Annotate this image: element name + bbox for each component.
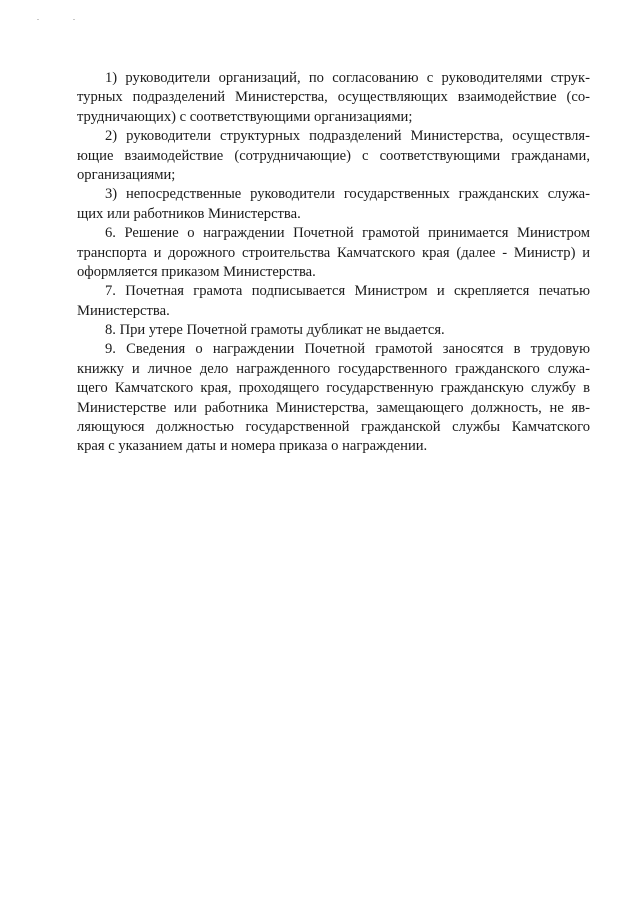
paragraph-point-7 <box>77 282 590 321</box>
text-line: края с указанием даты и номера приказа о награждении. <box>77 438 428 455</box>
text-line: щего Камчатского края, проходящего государственную гражданскую службу в <box>77 380 590 397</box>
text-line: трудничающих) с соответствующими организациями; <box>77 108 413 125</box>
text-line: 6. Решение о награждении Почетной грамотой принимается Министром <box>105 225 590 242</box>
text-line: транспорта и дорожного строительства Камчатского края (далее - Министр) и <box>77 244 590 261</box>
text-line: ющие взаимодействие (сотрудничающие) с соответствующими гражданами, <box>77 147 590 164</box>
text-line: Министерстве или работника Министерства, замещающего должность, не яв- <box>77 399 590 416</box>
text-line: Министерства. <box>77 302 170 319</box>
paragraph-item-2 <box>77 127 590 185</box>
text-line: 9. Сведения о награждении Почетной грамотой заносятся в трудовую <box>105 341 590 358</box>
paragraph-point-6 <box>77 224 590 282</box>
text-line: щих или работников Министерства. <box>77 205 301 222</box>
paragraph-item-3 <box>77 185 590 224</box>
text-line: книжку и личное дело награжденного государственного гражданского служа- <box>77 360 590 377</box>
scan-dot-mark <box>73 19 75 20</box>
paragraph-point-8 <box>77 321 590 340</box>
text-line: 1) руководители организаций, по согласованию с руководителями струк- <box>105 70 590 86</box>
paragraph-item-1 <box>77 69 590 127</box>
document-body <box>77 69 590 457</box>
text-line: ляющуюся должностью государственной гражданской службы Камчатского <box>77 419 590 436</box>
text-line: 2) руководители структурных подразделений Министерства, осуществля- <box>105 128 590 145</box>
paragraph-point-9 <box>77 340 590 456</box>
text-line: организациями; <box>77 166 176 183</box>
text-line: оформляется приказом Министерства. <box>77 263 316 280</box>
text-line: 8. При утере Почетной грамоты дубликат не выдается. <box>105 322 445 339</box>
scan-dot-mark <box>37 19 39 20</box>
text-line: 3) непосредственные руководители государственных гражданских служа- <box>105 186 590 203</box>
text-line: турных подразделений Министерства, осуществляющих взаимодействие (со- <box>77 89 590 106</box>
text-line: 7. Почетная грамота подписывается Министром и скрепляется печатью <box>105 283 590 300</box>
